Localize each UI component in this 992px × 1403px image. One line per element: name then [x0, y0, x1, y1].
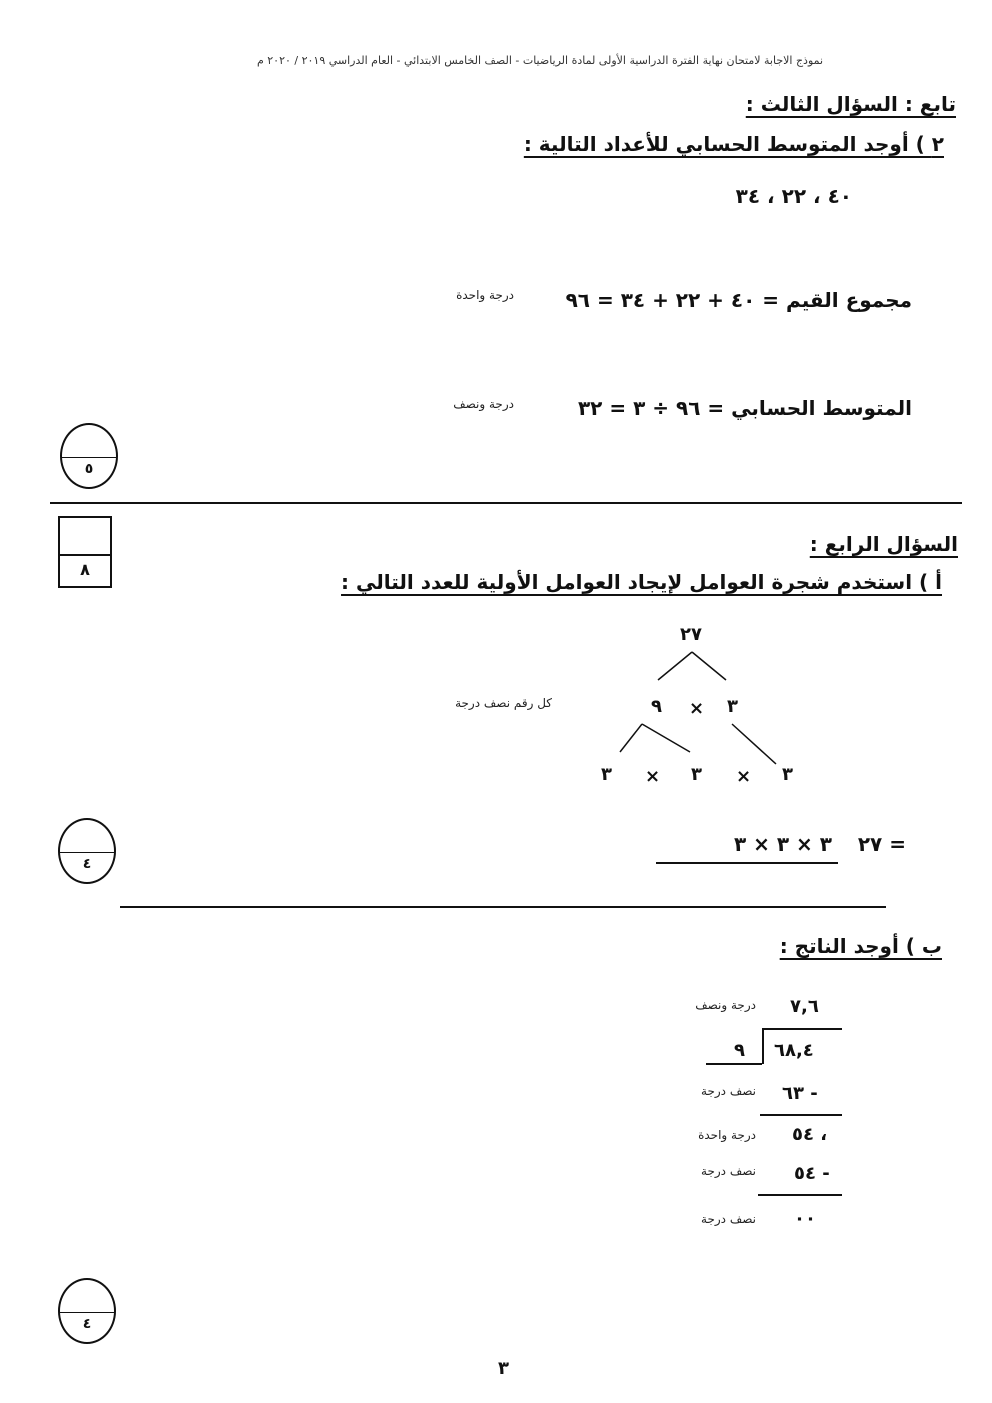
division-divisor: ٩: [734, 1040, 745, 1061]
q4a-score: ٤: [82, 856, 92, 872]
remainder-2-note: نصف درجة: [701, 1212, 756, 1226]
tree-leaf-3: ٣: [782, 764, 793, 785]
tree-times-3: ×: [736, 766, 752, 787]
q3-numbers: ٤٠ ، ٢٢ ، ٣٤: [735, 184, 852, 208]
q3-score: ٥: [84, 461, 94, 477]
result-underline: [656, 862, 838, 864]
q4b-score: ٤: [82, 1316, 92, 1332]
factor-result-lhs: ٢٧ =: [857, 832, 906, 856]
tree-leaf-2: ٣: [691, 764, 702, 785]
subtract-2-note: نصف درجة: [701, 1164, 756, 1178]
q3-sum-note: درجة واحدة: [456, 288, 514, 302]
q3-title: تابع : السؤال الثالث :: [745, 92, 956, 116]
divisor-underline: [706, 1063, 762, 1065]
division-quotient: ٧,٦: [790, 996, 819, 1017]
page-number: ٣: [498, 1358, 509, 1379]
q4-box-score: ٨: [80, 560, 90, 579]
remainder-2: ٠٠: [794, 1208, 816, 1229]
tree-right-factor: ٩: [651, 696, 662, 717]
q4-part-a-title: أ ) استخدم شجرة العوامل لإيجاد العوامل الأولية للعدد التالي :: [341, 570, 942, 594]
q3-score-oval: [60, 423, 118, 489]
subtract-1-note: نصف درجة: [701, 1084, 756, 1098]
subtract-2: ٥٤ -: [794, 1163, 830, 1184]
tree-times-1: ×: [689, 698, 705, 719]
page-header: نموذج الاجابة لامتحان نهاية الفترة الدراسية الأولى لمادة الرياضيات - الصف الخامس الابتدائي - العام الدراسي ٢٠١٩ / ٢٠٢٠ م: [256, 54, 824, 67]
q3-mean-line: المتوسط الحسابي = ٩٦ ÷ ٣ = ٣٢: [577, 396, 912, 420]
q3-mean-note: درجة ونصف: [453, 397, 514, 411]
tree-left-factor: ٣: [727, 696, 738, 717]
factor-result-rhs: ٣ × ٣ × ٣: [733, 832, 832, 856]
q4-title: السؤال الرابع :: [809, 532, 958, 556]
section-divider: [50, 502, 962, 504]
division-dividend: ٦٨,٤: [774, 1040, 814, 1061]
tree-leaf-1: ٣: [601, 764, 612, 785]
subtract-1-line: [760, 1114, 842, 1116]
tree-note: كل رقم نصف درجة: [455, 696, 552, 710]
quotient-note: درجة ونصف: [695, 998, 756, 1012]
division-bar-top: [762, 1028, 842, 1030]
remainder-1: ٥٤ ،: [792, 1124, 828, 1145]
q4a-score-oval: [58, 818, 116, 884]
q3-part2-title: ٢ ) أوجد المتوسط الحسابي للأعداد التالية :: [523, 132, 944, 156]
remainder-1-note: درجة واحدة: [698, 1128, 756, 1142]
subtract-2-line: [758, 1194, 842, 1196]
tree-times-2: ×: [645, 766, 661, 787]
q4-score-box: [58, 516, 112, 588]
division-bar-side: [762, 1028, 764, 1064]
q3-sum-line: مجموع القيم = ٤٠ + ٢٢ + ٣٤ = ٩٦: [565, 288, 912, 312]
tree-root: ٢٧: [680, 624, 702, 645]
subtract-1: ٦٣ -: [782, 1083, 818, 1104]
q4b-score-oval: [58, 1278, 116, 1344]
q4-part-b-title: ب ) أوجد الناتج :: [779, 934, 942, 958]
part-divider: [120, 906, 886, 908]
